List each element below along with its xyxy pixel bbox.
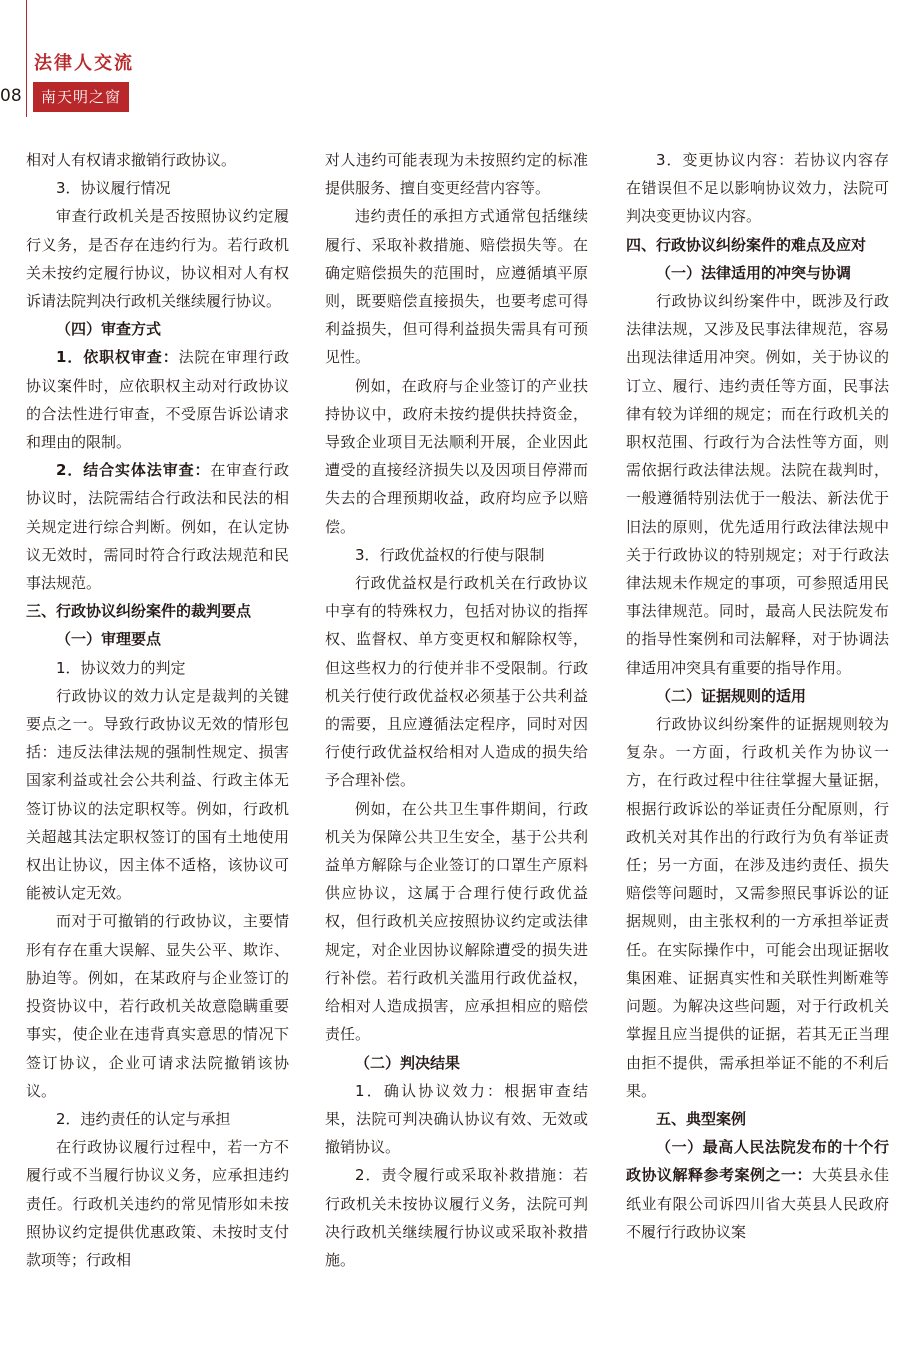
heading: 3．行政优益权的行使与限制 [355,545,545,564]
heading: 2．违约责任的认定与承担 [56,1109,231,1128]
paragraph: 行政协议纠纷案件中，既涉及行政法律法规，又涉及民事法律规范，容易出现法律适用冲突。例如，关于协议的订立、履行、违约责任等方面，民事法律有较为详细的规定；而在行政机关的职权范围、行政行为合法性等方面，则需依据行政法律法规。法院在裁判时，一般遵循特别法优于一般法、新法优于旧法的原则，优先适用行政法律法规中关于行政协议的特别规定；对于行政法律法规未作规定的事项，可参照适用民事法律规范。同时，最高人民法院发布的指导性案例和司法解释，对于协调法律适用冲突具有重要的指导作用。 [626,292,889,677]
paragraph: 3．变更协议内容：若协议内容存在错误但不足以影响协议效力，法院可判决变更协议内容。 [626,151,889,226]
paragraph-text: 大英县永佳纸业有限公司诉四川省大英县人民政府不履行行政协议案 [626,1166,889,1241]
subsection-badge: 南天明之窗 [33,82,129,112]
paragraph: 行政协议纠纷案件的证据规则较为复杂。一方面，行政机关作为协议一方，在行政过程中往往掌握大量证据，根据行政诉讼的举证责任分配原则，行政机关对其作出的行政行为负有举证责任；另一方面，在涉及违约责任、损失赔偿等问题时，又需参照民事诉讼的证据规则，由主张权利的一方承担举证责任。在实际操作中，可能会出现证据收集困难、证据真实性和关联性判断难等问题。为解决这些问题，对于行政机关掌握且应当提供的证据，若其无正当理由拒不提供，需承担举证不能的不利后果。 [626,715,889,1100]
text-column-2 [325,146,588,1274]
paragraph-text: 若行政机关未按协议履行义务，法院可判决行政机关继续履行协议或采取补救措施。 [325,1166,588,1269]
paragraph: 例如，在政府与企业签订的产业扶持协议中，政府未按约提供扶持资金，导致企业项目无法顺利开展，企业因此遭受的直接经济损失以及因项目停滞而失去的合理预期收益，政府均应予以赔偿。 [325,376,588,536]
heading: （四）审查方式 [56,320,162,339]
inline-heading: 2．责令履行或采取补救措施： [355,1166,573,1185]
inline-heading: 2．结合实体法审查： [56,461,211,480]
heading: （二）证据规则的适用 [656,686,807,705]
paragraph: 例如，在公共卫生事件期间，行政机关为保障公共卫生安全，基于公共利益单方解除与企业签订的口罩生产原料供应协议，这属于合理行使行政优益权，但行政机关应按照协议约定或法律规定，对企业因协议解除遭受的损失进行补偿。若行政机关滥用行政优益权，给相对人造成损害，应承担相应的赔偿责任。 [325,799,588,1044]
heading: 3．协议履行情况 [56,179,171,198]
text-column-3 [626,146,889,1246]
paragraph-text: 在审查行政协议时，法院需结合行政法和民法的相关规定进行综合判断。例如，在认定协议无效时，需同时符合行政法规范和民事法规范。 [26,461,289,593]
section-heading: 三、行政协议纠纷案件的裁判要点 [26,602,252,621]
paragraph: 在行政协议履行过程中，若一方不履行或不当履行协议义务，应承担违约责任。行政机关违约的常见情形如未按照协议约定提供优惠政策、未按时支付款项等；行政相 [26,1138,289,1269]
heading: 1．协议效力的判定 [56,658,186,677]
paragraph [626,1133,889,1246]
paragraph [26,343,289,456]
paragraph: 相对人有权请求撤销行政协议。 [26,151,237,169]
paragraph: 审查行政机关是否按照协议约定履行义务，是否存在违约行为。若行政机关未按约定履行协议，协议相对人有权诉请法院判决行政机关继续履行协议。 [26,207,289,311]
page-number: 08 [0,86,22,106]
inline-heading: 1．依职权审查： [56,348,179,367]
inline-heading: （一）最高人民法院发布的十个行政协议解释参考案例之一： [626,1138,889,1185]
text-column-1 [26,146,289,1274]
section-title: 法律人交流 [34,53,134,74]
paragraph: 违约责任的承担方式通常包括继续履行、采取补救措施、赔偿损失等。在确定赔偿损失的范围时，应遵循填平原则，既要赔偿直接损失，也要考虑可得利益损失，但可得利益损失需具有可预见性。 [325,207,588,367]
paragraph-text: 法院在审理行政协议案件时，应依职权主动对行政协议的合法性进行审查，不受原告诉讼请求和理由的限制。 [26,348,289,452]
paragraph [325,1161,588,1274]
paragraph: 行政协议的效力认定是裁判的关键要点之一。导致行政协议无效的情形包括：违反法律法规的强制性规定、损害国家利益或社会公共利益、行政主体无签订协议的法定职权等。例如，行政机关超越其法定职权签订的国有土地使用权出让协议，因主体不适格，该协议可能被认定无效。 [26,686,289,903]
heading: （一）法律适用的冲突与协调 [656,263,852,282]
paragraph: 对人违约可能表现为未按照约定的标准提供服务、擅自变更经营内容等。 [325,151,588,198]
section-heading: 四、行政协议纠纷案件的难点及应对 [626,235,867,254]
header-rule [26,0,27,117]
heading: （一）审理要点 [56,630,162,649]
paragraph [325,1077,588,1162]
heading: （二）判决结果 [355,1053,461,1072]
paragraph: 而对于可撤销的行政协议，主要情形有存在重大误解、显失公平、欺诈、胁迫等。例如，在某政府与企业签订的投资协议中，若行政机关故意隐瞒重要事实，使企业在违背真实意思的情况下签订协议，企业可请求法院撤销该协议。 [26,912,289,1100]
paragraph [26,456,289,597]
paragraph-text: 根据审查结果，法院可判决确认协议有效、无效或撤销协议。 [325,1081,588,1157]
section-heading: 五、典型案例 [656,1109,747,1128]
inline-heading: 1．确认协议效力： [355,1081,505,1100]
paragraph: 行政优益权是行政机关在行政协议中享有的特殊权力，包括对协议的指挥权、监督权、单方变更权和解除权等，但这些权力的行使并非不受限制。行政机关行使行政优益权必须基于公共利益的需要，且应遵循法定程序，同时对因行使行政优益权给相对人造成的损失给予合理补偿。 [325,574,588,790]
